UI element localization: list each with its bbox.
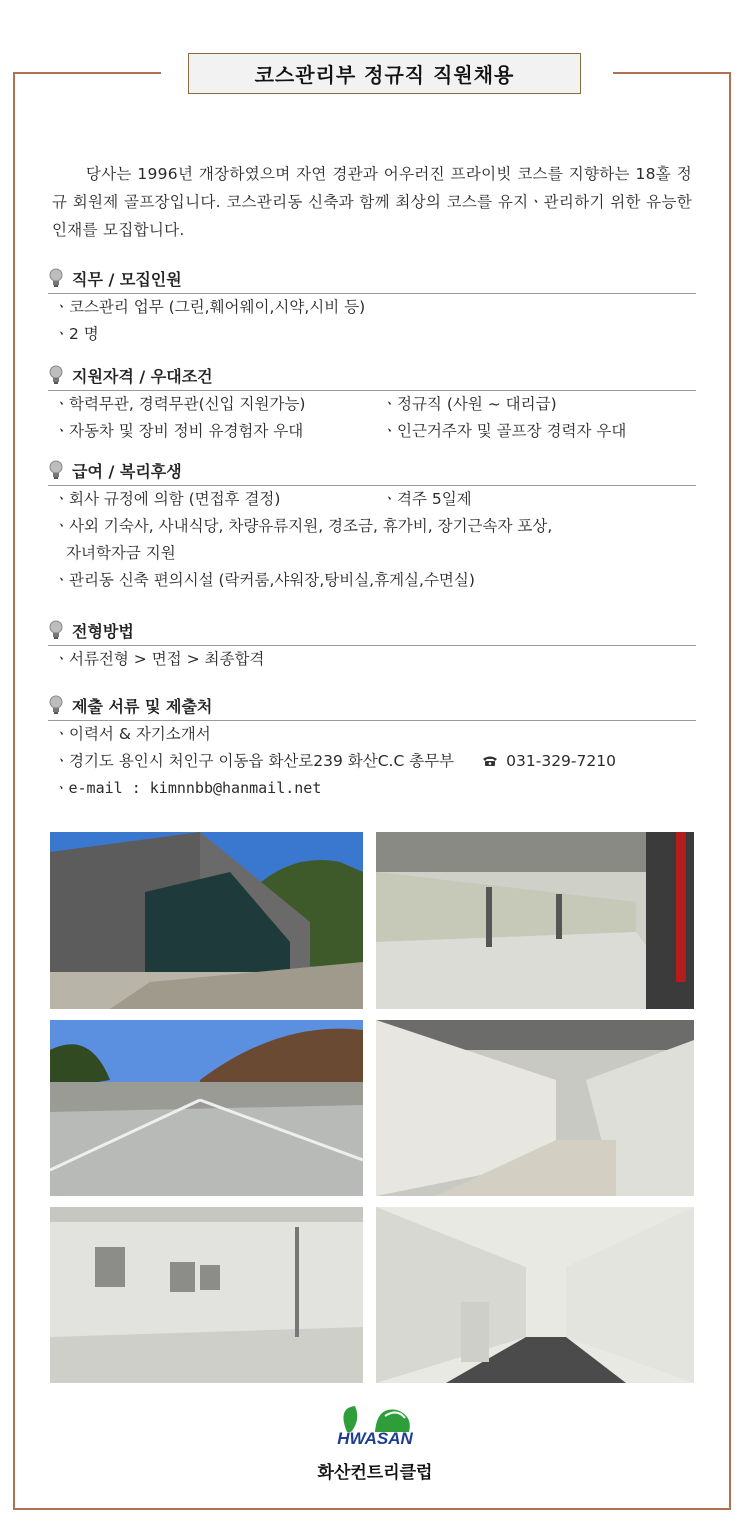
- frame-top-right-line: [613, 72, 731, 74]
- section-heading: 지원자격 / 우대조건: [48, 360, 696, 391]
- photo-rooftop: [50, 1020, 363, 1196]
- list-item: 자녀학자금 지원: [66, 544, 176, 562]
- section-benefits: [48, 455, 696, 594]
- intro-text: 당사는 1996년 개장하였으며 자연 경관과 어우러진 프라이빗 코스를 지향하는 18홀 정규 회원제 골프장입니다. 코스관리동 신축과 함께 최상의 코스를 유지ㆍ관리하기 위한 유능한 인재를 모집합니다.: [52, 165, 692, 239]
- photo-building-exterior: [50, 832, 363, 1009]
- email-line: ㆍe-mail : kimnnbb@hanmail.net: [54, 779, 322, 797]
- section-process: [48, 615, 696, 673]
- photo-garage-interior: [376, 832, 694, 1009]
- lightbulb-icon: [48, 268, 64, 288]
- section-heading: 전형방법: [48, 615, 696, 646]
- list-item: ㆍ사외 기숙사, 사내식당, 차량유류지원, 경조금, 휴가비, 장기근속자 포상,: [54, 517, 553, 535]
- section-submission: [48, 690, 696, 802]
- list-item: ㆍ이력서 & 자기소개서: [54, 725, 211, 743]
- frame-top-left-line: [13, 72, 161, 74]
- section-heading: 직무 / 모집인원: [48, 263, 696, 294]
- lightbulb-icon: [48, 620, 64, 640]
- intro-paragraph: [52, 160, 692, 244]
- list-item: ㆍ학력무관, 경력무관(신입 지원가능) ㆍ정규직 (사원 ~ 대리급): [54, 395, 557, 413]
- page-title: 코스관리부 정규직 직원채용: [188, 53, 581, 94]
- list-item: ㆍ관리동 신축 편의시설 (락커룸,샤워장,탕비실,휴게실,수면실): [54, 571, 475, 589]
- section-job: [48, 263, 696, 348]
- lightbulb-icon: [48, 460, 64, 480]
- photo-locker-room: [376, 1020, 694, 1196]
- telephone-icon: [482, 755, 498, 767]
- club-name: 화산컨트리클럽: [317, 1463, 433, 1483]
- section-qualifications: [48, 360, 696, 445]
- list-item: ㆍ경기도 용인시 처인구 이동읍 화산로239 화산C.C 총무부 031-329-7210: [48, 748, 696, 775]
- logo-wordmark: HWASAN: [337, 1429, 413, 1448]
- section-heading: 제출 서류 및 제출처: [48, 690, 696, 721]
- lightbulb-icon: [48, 365, 64, 385]
- photo-corridor: [376, 1207, 694, 1383]
- list-item: ㆍ2 명: [54, 325, 99, 343]
- list-item: ㆍ자동차 및 장비 정비 유경험자 우대 ㆍ인근거주자 및 골프장 경력자 우대: [54, 422, 627, 440]
- photo-shower-room: [50, 1207, 363, 1383]
- list-item: ㆍ서류전형 > 면접 > 최종합격: [54, 650, 265, 668]
- list-item: ㆍ코스관리 업무 (그린,훼어웨이,시약,시비 등): [54, 298, 366, 316]
- list-item: ㆍ회사 규정에 의함 (면접후 결정) ㆍ격주 5일제: [54, 490, 472, 508]
- phone-number: 031-329-7210: [482, 748, 616, 775]
- section-heading: 급여 / 복리후생: [48, 455, 696, 486]
- lightbulb-icon: [48, 695, 64, 715]
